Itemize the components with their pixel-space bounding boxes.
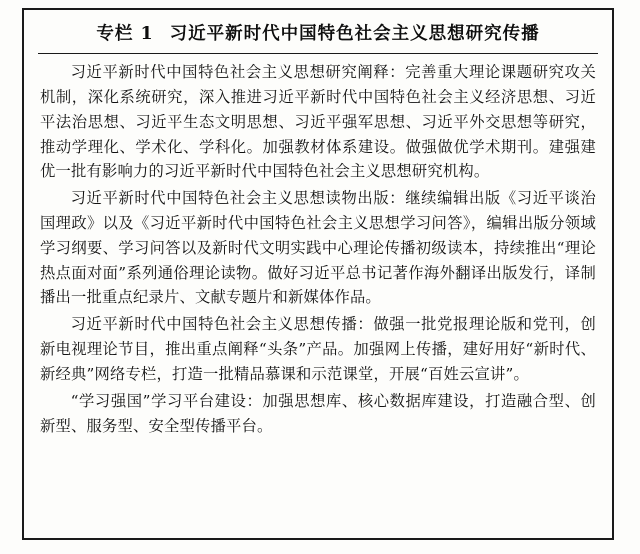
title-divider [38,53,598,54]
paragraph: “学习强国”学习平台建设：加强思想库、核心数据库建设，打造融合型、创新型、服务型、安全型传播平台。 [40,392,596,435]
paragraph: 习近平新时代中国特色社会主义思想读物出版：继续编辑出版《习近平谈治国理政》以及《习近平新时代中国特色社会主义思想学习问答》，编辑出版分领域学习纲要、学习问答以及新时代文明实践中心理论传播初级读本，持续推出“理论热点面对面”系列通俗理论读物。做好习近平总书记著作海外翻译出版发行，译制播出一批重点纪录片、文献专题片和新媒体作品。 [40,189,596,307]
paragraph: 习近平新时代中国特色社会主义思想传播：做强一批党报理论版和党刊，创新电视理论节目，推出重点阐释“头条”产品。加强网上传播，建好用好“新时代、新经典”网络专栏，打造一批精品慕课和示范课堂，开展“百姓云宣讲”。 [40,315,596,383]
highlight-box [22,8,614,540]
box-body [38,60,598,438]
box-title-label: 专栏 1 [96,24,154,44]
paragraph: 习近平新时代中国特色社会主义思想研究阐释：完善重大理论课题研究攻关机制，深化系统研究，深入推进习近平新时代中国特色社会主义经济思想、习近平法治思想、习近平生态文明思想、习近平强军思想、习近平外交思想等研究，推动学理化、学术化、学科化。加强教材体系建设。做强做优学术期刊。建强建优一批有影响力的习近平新时代中国特色社会主义思想研究机构。 [40,63,596,181]
box-title [38,16,598,51]
box-title-text: 习近平新时代中国特色社会主义思想研究传播 [169,24,540,44]
